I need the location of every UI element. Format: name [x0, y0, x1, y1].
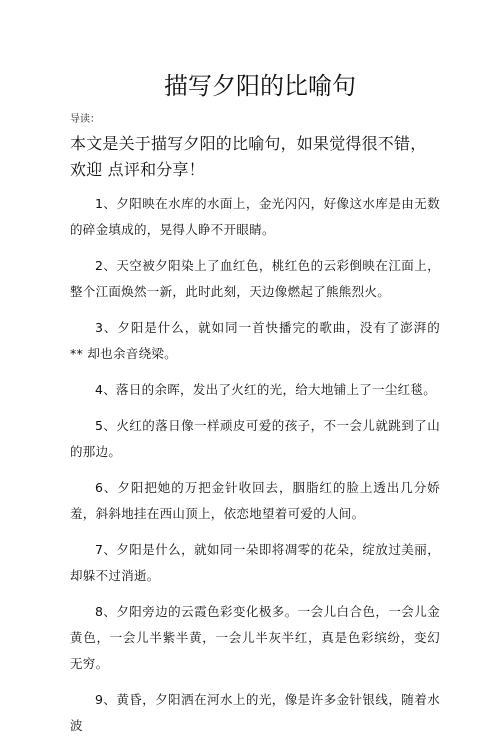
simile-list — [70, 191, 440, 739]
list-item: 5、火红的落日像一样顽皮可爱的孩子，不一会儿就跳到了山的那边。 — [70, 418, 440, 459]
intro-text: 本文是关于描写夕阳的比喻句，如果觉得很不错，欢迎 点评和分享！ — [70, 134, 427, 179]
list-item: 4、落日的余晖，发出了火红的光，给大地铺上了一尘红毯。 — [95, 382, 437, 397]
list-item: 8、夕阳旁边的云霞色彩变化极多。一会儿白合色，一会儿金黄色，一会儿半紫半黄，一会儿半灰半红，真是色彩缤纷，变幻无穷。 — [70, 604, 440, 671]
document-title: 描写夕阳的比喻句 — [164, 72, 356, 100]
list-item: 7、夕阳是什么，就如同一朵即将凋零的花朵，绽放过美丽，却躲不过消逝。 — [70, 542, 440, 583]
list-item: 3、夕阳是什么，就如同一首快播完的歌曲，没有了澎湃的 ** 却也余音绕梁。 — [70, 320, 440, 361]
list-item: 6、夕阳把她的万把金针收回去，胭脂红的脸上透出几分娇羞，斜斜地挂在西山顶上，依恋地望着可爱的人间。 — [70, 480, 440, 521]
list-item: 9、黄昏，夕阳洒在河水上的光，像是许多金针银线，随着水波 — [70, 692, 440, 733]
list-item: 2、天空被夕阳染上了血红色，桃红色的云彩倒映在江面上，整个江面焕然一新，此时此刻，天边像燃起了熊熊烈火。 — [70, 258, 440, 299]
intro-label: 导读： — [70, 114, 100, 125]
list-item: 1、夕阳映在水库的水面上，金光闪闪，好像这水库是由无数的碎金填成的，晃得人睁不开眼睛。 — [70, 196, 440, 237]
